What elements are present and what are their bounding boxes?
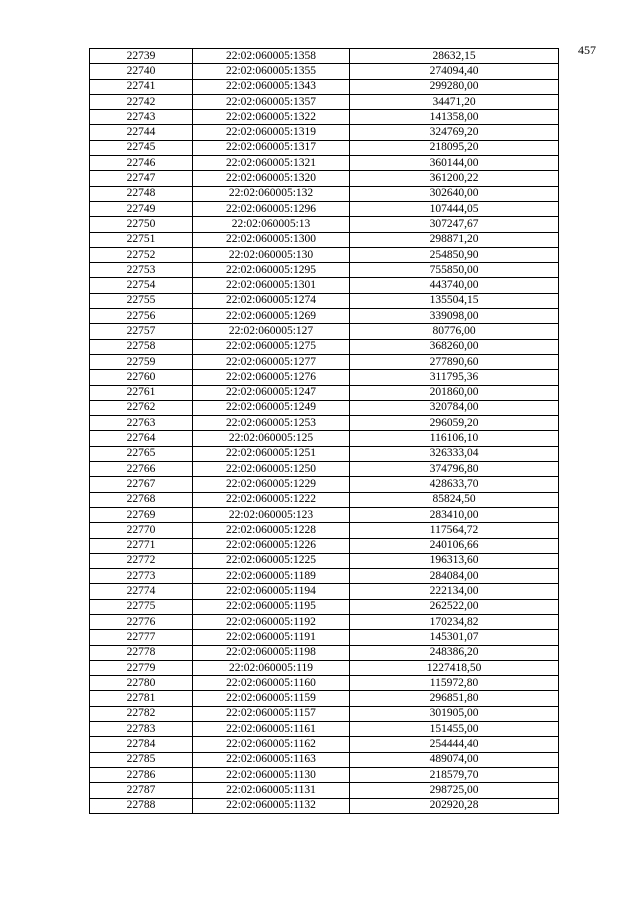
table-row (90, 507, 559, 522)
row-number-cell: 22768 (90, 492, 193, 507)
row-number-cell: 22785 (90, 752, 193, 767)
table-row (90, 217, 559, 232)
row-number-cell: 22754 (90, 278, 193, 293)
row-number-cell: 22758 (90, 339, 193, 354)
cadastral-value-cell: 284084,00 (350, 569, 559, 584)
cadastral-value-cell: 755850,00 (350, 263, 559, 278)
cadastral-number-cell: 22:02:060005:1300 (193, 232, 350, 247)
cadastral-value-cell: 145301,07 (350, 630, 559, 645)
table-row (90, 630, 559, 645)
cadastral-number-cell: 22:02:060005:1251 (193, 446, 350, 461)
cadastral-value-cell: 283410,00 (350, 507, 559, 522)
cadastral-number-cell: 22:02:060005:1162 (193, 737, 350, 752)
table-row (90, 660, 559, 675)
table-row (90, 798, 559, 813)
table-body (90, 49, 559, 814)
cadastral-number-cell: 22:02:060005:127 (193, 324, 350, 339)
cadastral-number-cell: 22:02:060005:125 (193, 431, 350, 446)
table-row (90, 201, 559, 216)
cadastral-value-cell: 360144,00 (350, 156, 559, 171)
cadastral-value-cell: 218579,70 (350, 767, 559, 782)
row-number-cell: 22786 (90, 767, 193, 782)
cadastral-value-cell: 298871,20 (350, 232, 559, 247)
cadastral-number-cell: 22:02:060005:1157 (193, 706, 350, 721)
row-number-cell: 22748 (90, 186, 193, 201)
cadastral-value-cell: 311795,36 (350, 370, 559, 385)
table-row (90, 706, 559, 721)
cadastral-number-cell: 22:02:060005:1160 (193, 676, 350, 691)
table-row (90, 691, 559, 706)
cadastral-number-cell: 22:02:060005:132 (193, 186, 350, 201)
row-number-cell: 22763 (90, 416, 193, 431)
table-row (90, 94, 559, 109)
cadastral-number-cell: 22:02:060005:1194 (193, 584, 350, 599)
row-number-cell: 22771 (90, 538, 193, 553)
cadastral-number-cell: 22:02:060005:13 (193, 217, 350, 232)
cadastral-number-cell: 22:02:060005:1132 (193, 798, 350, 813)
row-number-cell: 22742 (90, 94, 193, 109)
row-number-cell: 22773 (90, 569, 193, 584)
row-number-cell: 22743 (90, 110, 193, 125)
cadastral-number-cell: 22:02:060005:1275 (193, 339, 350, 354)
table-row (90, 79, 559, 94)
cadastral-number-cell: 22:02:060005:130 (193, 247, 350, 262)
cadastral-number-cell: 22:02:060005:1296 (193, 201, 350, 216)
row-number-cell: 22766 (90, 462, 193, 477)
table-row (90, 676, 559, 691)
cadastral-value-cell: 1227418,50 (350, 660, 559, 675)
cadastral-value-table (89, 48, 559, 814)
cadastral-value-cell: 115972,80 (350, 676, 559, 691)
cadastral-number-cell: 22:02:060005:1229 (193, 477, 350, 492)
cadastral-number-cell: 22:02:060005:1226 (193, 538, 350, 553)
cadastral-number-cell: 22:02:060005:119 (193, 660, 350, 675)
row-number-cell: 22783 (90, 722, 193, 737)
row-number-cell: 22780 (90, 676, 193, 691)
row-number-cell: 22777 (90, 630, 193, 645)
row-number-cell: 22741 (90, 79, 193, 94)
cadastral-value-cell: 116106,10 (350, 431, 559, 446)
table-row (90, 64, 559, 79)
row-number-cell: 22757 (90, 324, 193, 339)
cadastral-value-cell: 80776,00 (350, 324, 559, 339)
cadastral-value-cell: 277890,60 (350, 354, 559, 369)
cadastral-value-cell: 254850,90 (350, 247, 559, 262)
table-row (90, 783, 559, 798)
table-row (90, 752, 559, 767)
table-row (90, 263, 559, 278)
row-number-cell: 22762 (90, 400, 193, 415)
cadastral-value-cell: 222134,00 (350, 584, 559, 599)
cadastral-value-cell: 248386,20 (350, 645, 559, 660)
row-number-cell: 22779 (90, 660, 193, 675)
cadastral-number-cell: 22:02:060005:1253 (193, 416, 350, 431)
row-number-cell: 22782 (90, 706, 193, 721)
cadastral-number-cell: 22:02:060005:1355 (193, 64, 350, 79)
table-row (90, 110, 559, 125)
cadastral-value-cell: 117564,72 (350, 523, 559, 538)
cadastral-number-cell: 22:02:060005:1161 (193, 722, 350, 737)
cadastral-number-cell: 22:02:060005:1357 (193, 94, 350, 109)
table-row (90, 385, 559, 400)
table-row (90, 247, 559, 262)
table-row (90, 614, 559, 629)
table-row (90, 645, 559, 660)
row-number-cell: 22753 (90, 263, 193, 278)
cadastral-number-cell: 22:02:060005:1249 (193, 400, 350, 415)
row-number-cell: 22744 (90, 125, 193, 140)
cadastral-number-cell: 22:02:060005:1274 (193, 293, 350, 308)
row-number-cell: 22750 (90, 217, 193, 232)
table-row (90, 431, 559, 446)
table-row (90, 309, 559, 324)
cadastral-number-cell: 22:02:060005:1163 (193, 752, 350, 767)
table-row (90, 125, 559, 140)
cadastral-value-cell: 141358,00 (350, 110, 559, 125)
table-row (90, 462, 559, 477)
cadastral-value-cell: 326333,04 (350, 446, 559, 461)
row-number-cell: 22769 (90, 507, 193, 522)
row-number-cell: 22784 (90, 737, 193, 752)
table-row (90, 767, 559, 782)
row-number-cell: 22765 (90, 446, 193, 461)
cadastral-value-cell: 254444,40 (350, 737, 559, 752)
cadastral-value-cell: 201860,00 (350, 385, 559, 400)
cadastral-number-cell: 22:02:060005:123 (193, 507, 350, 522)
row-number-cell: 22764 (90, 431, 193, 446)
cadastral-value-cell: 151455,00 (350, 722, 559, 737)
cadastral-value-cell: 28632,15 (350, 49, 559, 64)
table-row (90, 156, 559, 171)
table-row (90, 446, 559, 461)
cadastral-value-cell: 34471,20 (350, 94, 559, 109)
row-number-cell: 22767 (90, 477, 193, 492)
cadastral-number-cell: 22:02:060005:1358 (193, 49, 350, 64)
row-number-cell: 22781 (90, 691, 193, 706)
row-number-cell: 22749 (90, 201, 193, 216)
table-row (90, 293, 559, 308)
page-number: 457 (578, 43, 596, 57)
cadastral-number-cell: 22:02:060005:1276 (193, 370, 350, 385)
cadastral-number-cell: 22:02:060005:1301 (193, 278, 350, 293)
cadastral-value-cell: 320784,00 (350, 400, 559, 415)
table-row (90, 599, 559, 614)
cadastral-value-cell: 296059,20 (350, 416, 559, 431)
table-row (90, 584, 559, 599)
table-row (90, 737, 559, 752)
table-row (90, 278, 559, 293)
cadastral-number-cell: 22:02:060005:1130 (193, 767, 350, 782)
cadastral-number-cell: 22:02:060005:1222 (193, 492, 350, 507)
cadastral-value-cell: 196313,60 (350, 553, 559, 568)
table-row (90, 370, 559, 385)
cadastral-number-cell: 22:02:060005:1191 (193, 630, 350, 645)
cadastral-value-cell: 324769,20 (350, 125, 559, 140)
row-number-cell: 22770 (90, 523, 193, 538)
cadastral-value-cell: 302640,00 (350, 186, 559, 201)
cadastral-number-cell: 22:02:060005:1247 (193, 385, 350, 400)
cadastral-value-cell: 368260,00 (350, 339, 559, 354)
cadastral-number-cell: 22:02:060005:1317 (193, 140, 350, 155)
cadastral-value-cell: 339098,00 (350, 309, 559, 324)
cadastral-value-cell: 428633,70 (350, 477, 559, 492)
cadastral-number-cell: 22:02:060005:1225 (193, 553, 350, 568)
row-number-cell: 22747 (90, 171, 193, 186)
cadastral-value-cell: 299280,00 (350, 79, 559, 94)
cadastral-number-cell: 22:02:060005:1321 (193, 156, 350, 171)
cadastral-number-cell: 22:02:060005:1189 (193, 569, 350, 584)
table-row (90, 171, 559, 186)
table-row (90, 232, 559, 247)
cadastral-value-cell: 218095,20 (350, 140, 559, 155)
cadastral-value-cell: 107444,05 (350, 201, 559, 216)
cadastral-number-cell: 22:02:060005:1198 (193, 645, 350, 660)
table-row (90, 722, 559, 737)
cadastral-number-cell: 22:02:060005:1131 (193, 783, 350, 798)
table-row (90, 339, 559, 354)
cadastral-value-cell: 307247,67 (350, 217, 559, 232)
cadastral-number-cell: 22:02:060005:1269 (193, 309, 350, 324)
table-row (90, 324, 559, 339)
row-number-cell: 22751 (90, 232, 193, 247)
table-row (90, 477, 559, 492)
cadastral-number-cell: 22:02:060005:1322 (193, 110, 350, 125)
row-number-cell: 22759 (90, 354, 193, 369)
cadastral-number-cell: 22:02:060005:1319 (193, 125, 350, 140)
row-number-cell: 22774 (90, 584, 193, 599)
table-row (90, 492, 559, 507)
table-row (90, 523, 559, 538)
cadastral-value-cell: 170234,82 (350, 614, 559, 629)
row-number-cell: 22776 (90, 614, 193, 629)
table-row (90, 354, 559, 369)
cadastral-value-cell: 374796,80 (350, 462, 559, 477)
table-row (90, 186, 559, 201)
cadastral-value-cell: 274094,40 (350, 64, 559, 79)
row-number-cell: 22746 (90, 156, 193, 171)
row-number-cell: 22760 (90, 370, 193, 385)
table-row (90, 140, 559, 155)
row-number-cell: 22739 (90, 49, 193, 64)
row-number-cell: 22772 (90, 553, 193, 568)
row-number-cell: 22778 (90, 645, 193, 660)
cadastral-number-cell: 22:02:060005:1228 (193, 523, 350, 538)
cadastral-value-cell: 240106,66 (350, 538, 559, 553)
table-row (90, 400, 559, 415)
cadastral-value-cell: 202920,28 (350, 798, 559, 813)
row-number-cell: 22787 (90, 783, 193, 798)
cadastral-number-cell: 22:02:060005:1295 (193, 263, 350, 278)
row-number-cell: 22761 (90, 385, 193, 400)
row-number-cell: 22775 (90, 599, 193, 614)
table-row (90, 49, 559, 64)
cadastral-value-cell: 361200,22 (350, 171, 559, 186)
cadastral-value-cell: 135504,15 (350, 293, 559, 308)
table-row (90, 553, 559, 568)
cadastral-number-cell: 22:02:060005:1320 (193, 171, 350, 186)
cadastral-number-cell: 22:02:060005:1343 (193, 79, 350, 94)
table-row (90, 569, 559, 584)
cadastral-value-cell: 489074,00 (350, 752, 559, 767)
cadastral-value-cell: 298725,00 (350, 783, 559, 798)
cadastral-number-cell: 22:02:060005:1250 (193, 462, 350, 477)
cadastral-number-cell: 22:02:060005:1159 (193, 691, 350, 706)
cadastral-value-cell: 301905,00 (350, 706, 559, 721)
row-number-cell: 22740 (90, 64, 193, 79)
row-number-cell: 22752 (90, 247, 193, 262)
cadastral-value-cell: 262522,00 (350, 599, 559, 614)
cadastral-value-cell: 296851,80 (350, 691, 559, 706)
row-number-cell: 22788 (90, 798, 193, 813)
row-number-cell: 22745 (90, 140, 193, 155)
cadastral-number-cell: 22:02:060005:1192 (193, 614, 350, 629)
table-row (90, 416, 559, 431)
cadastral-value-cell: 85824,50 (350, 492, 559, 507)
cadastral-value-cell: 443740,00 (350, 278, 559, 293)
table-row (90, 538, 559, 553)
row-number-cell: 22755 (90, 293, 193, 308)
row-number-cell: 22756 (90, 309, 193, 324)
cadastral-number-cell: 22:02:060005:1195 (193, 599, 350, 614)
cadastral-number-cell: 22:02:060005:1277 (193, 354, 350, 369)
